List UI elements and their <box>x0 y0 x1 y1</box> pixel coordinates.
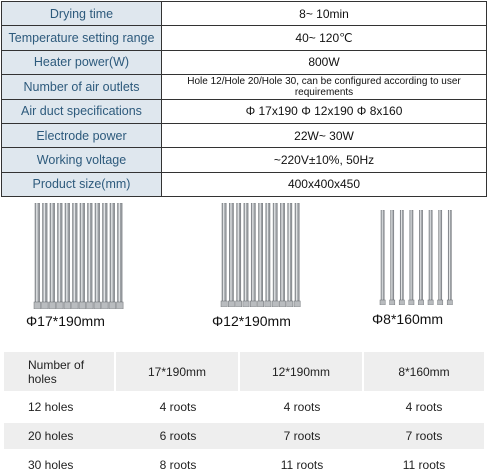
spec-label: Temperature setting range <box>2 26 162 50</box>
air-duct-tube <box>243 203 249 307</box>
air-duct-tube <box>64 203 71 309</box>
spec-label: Working voltage <box>2 148 162 172</box>
air-duct-tube <box>57 203 64 309</box>
header-number-of-holes: Number of holes <box>4 352 116 394</box>
roots-cell: 7 roots <box>364 423 484 452</box>
spec-value: 800W <box>162 50 487 74</box>
header-17x190: 17*190mm <box>116 352 240 394</box>
roots-cell: 11 roots <box>240 452 364 474</box>
air-duct-tube <box>221 203 227 307</box>
spec-value: 22W~ 30W <box>162 123 487 147</box>
air-duct-tube <box>87 203 94 309</box>
air-duct-tube <box>250 203 256 307</box>
roots-cell: 8 roots <box>116 452 240 474</box>
spec-label: Air duct specifications <box>2 99 162 123</box>
spec-row-drying-time <box>2 2 487 26</box>
air-duct-tube <box>447 210 452 305</box>
air-duct-tube <box>294 203 300 307</box>
spec-label: Number of air outlets <box>2 75 162 99</box>
air-duct-tube <box>72 203 79 309</box>
spec-value: 400x400x450 <box>162 172 487 196</box>
spec-value: ~220V±10%, 50Hz <box>162 148 487 172</box>
spec-value: 40~ 120℃ <box>162 26 487 50</box>
spec-row-working-voltage <box>2 148 487 172</box>
air-duct-tube <box>117 203 124 309</box>
spec-table <box>1 1 487 197</box>
holes-cell: 30 holes <box>4 452 116 474</box>
air-duct-tube <box>279 203 285 307</box>
air-duct-tube <box>79 203 86 309</box>
air-duct-12mm-image <box>218 203 302 307</box>
roots-cell: 4 roots <box>116 394 240 423</box>
spec-label: Heater power(W) <box>2 50 162 74</box>
spec-row-temperature <box>2 26 487 50</box>
table-row <box>4 423 484 452</box>
air-duct-tubes <box>32 203 126 309</box>
holes-table <box>4 352 484 474</box>
air-duct-12mm-caption: Φ12*190mm <box>212 313 291 329</box>
air-duct-tube <box>438 210 443 305</box>
spec-label: Product size(mm) <box>2 172 162 196</box>
holes-header-row <box>4 352 484 394</box>
air-duct-tube <box>265 203 271 307</box>
air-duct-tube <box>380 210 385 305</box>
air-duct-17mm-image <box>32 203 126 309</box>
spec-label: Electrode power <box>2 123 162 147</box>
air-duct-tube <box>42 203 49 309</box>
air-duct-tube <box>390 210 395 305</box>
table-row <box>4 452 484 474</box>
air-duct-tube <box>94 203 101 309</box>
spec-value: Hole 12/Hole 20/Hole 30, can be configured according to user requirements <box>162 75 487 99</box>
holes-cell: 20 holes <box>4 423 116 452</box>
air-duct-tube <box>409 210 414 305</box>
spec-value: Φ 17x190 Φ 12x190 Φ 8x160 <box>162 99 487 123</box>
air-duct-tube <box>399 210 404 305</box>
spec-label: Drying time <box>2 2 162 26</box>
air-duct-tube <box>34 203 41 309</box>
roots-cell: 7 roots <box>240 423 364 452</box>
air-duct-tube <box>109 203 116 309</box>
spec-row-air-duct <box>2 99 487 123</box>
spec-row-air-outlets <box>2 75 487 99</box>
air-duct-tube <box>49 203 56 309</box>
air-duct-8mm-image <box>376 210 456 305</box>
air-duct-tube <box>102 203 109 309</box>
air-duct-tube <box>258 203 264 307</box>
roots-cell: 4 roots <box>240 394 364 423</box>
air-duct-17mm-caption: Φ17*190mm <box>26 313 105 329</box>
air-duct-tube <box>236 203 242 307</box>
spec-row-electrode-power <box>2 123 487 147</box>
table-row <box>4 394 484 423</box>
header-12x190: 12*190mm <box>240 352 364 394</box>
air-duct-tube <box>428 210 433 305</box>
spec-row-heater-power <box>2 50 487 74</box>
holes-cell: 12 holes <box>4 394 116 423</box>
air-duct-tubes <box>218 203 302 307</box>
roots-cell: 6 roots <box>116 423 240 452</box>
spec-row-product-size <box>2 172 487 196</box>
spec-value: 8~ 10min <box>162 2 487 26</box>
header-8x160: 8*160mm <box>364 352 484 394</box>
air-duct-tubes <box>376 210 456 305</box>
roots-cell: 11 roots <box>364 452 484 474</box>
air-duct-tube <box>272 203 278 307</box>
air-duct-tube <box>228 203 234 307</box>
air-duct-tube <box>418 210 423 305</box>
roots-cell: 4 roots <box>364 394 484 423</box>
air-duct-tube <box>287 203 293 307</box>
air-duct-8mm-caption: Φ8*160mm <box>372 311 444 327</box>
